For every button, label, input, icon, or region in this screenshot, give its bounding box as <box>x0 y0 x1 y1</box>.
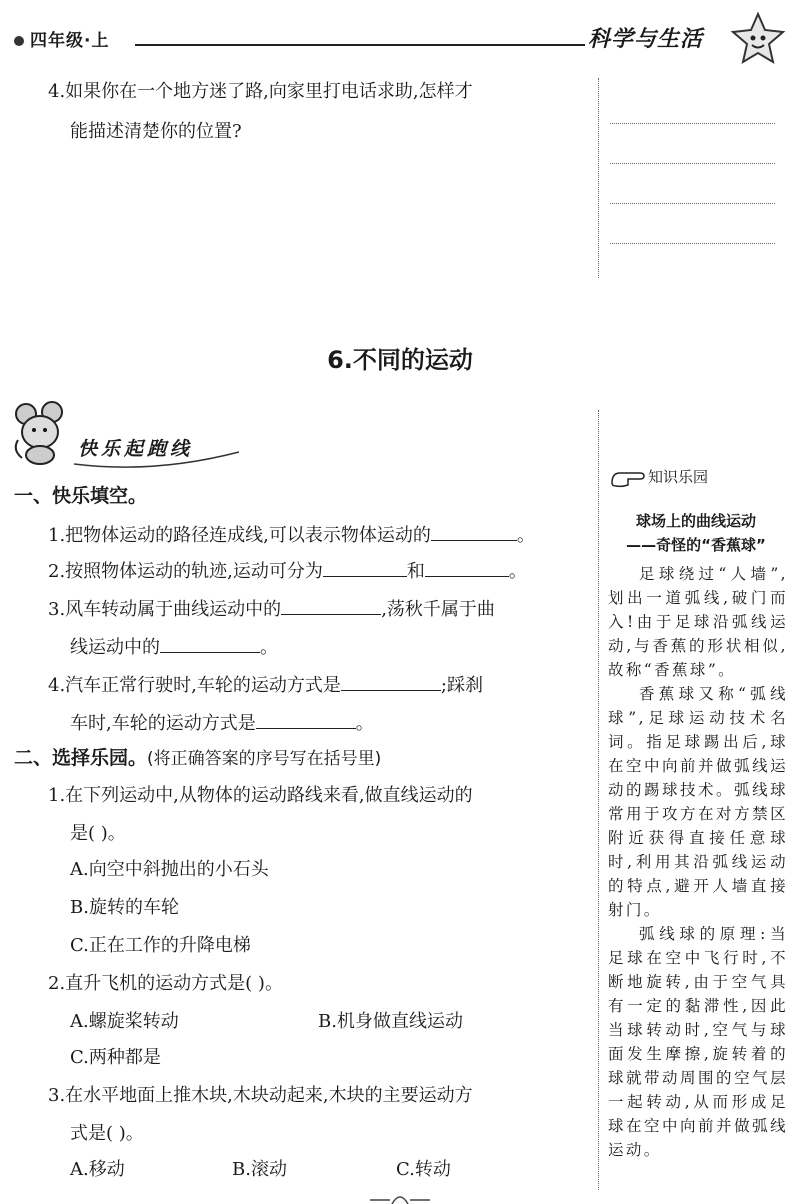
answer-line <box>610 243 775 244</box>
top-divider <box>598 78 599 278</box>
header-rule <box>135 44 585 46</box>
choice-q2-option-a: A.螺旋桨转动 <box>70 1011 179 1032</box>
answer-blank[interactable] <box>431 522 517 541</box>
fill-q3-line2: 线运动中的 。 <box>70 634 278 660</box>
answer-line <box>610 163 775 164</box>
sidebar-paragraph: 香蕉球又称“弧线球”,足球运动技术名词。指足球踢出后,球在空中向前并做弧线运动的踢球技术。弧线球常用于攻方在对方禁区附近获得直接任意球时,利用其沿弧线运动的特点,避开人墙直接射门。 <box>608 685 788 919</box>
fill-q3: 3.风车转动属于曲线运动中的 ,荡秋千属于曲 <box>48 596 495 622</box>
choice-q3-option-b: B.滚动 <box>232 1159 287 1180</box>
sidebar-subtitle: ——奇怪的“香蕉球” <box>626 536 766 554</box>
choice-q3-line1: 3.在水平地面上推木块,木块动起来,木块的主要运动方 <box>48 1085 473 1106</box>
answer-line <box>610 123 775 124</box>
sidebar-paragraph: 足球绕过“人墙”,划出一道弧线,破门而入!由于足球沿弧线运动,与香蕉的形状相似,故称“香蕉球”。 <box>608 565 788 679</box>
fill-q4: 4.汽车正常行驶时,车轮的运动方式是 ;踩刹 <box>48 672 483 698</box>
banner-swoosh <box>74 440 244 470</box>
answer-blank[interactable] <box>323 558 407 577</box>
choice-q2-line1: 2.直升飞机的运动方式是( )。 <box>48 973 283 994</box>
section1-heading: 一、快乐填空。 <box>14 485 148 507</box>
answer-blank[interactable] <box>256 710 356 729</box>
choice-q3-option-a: A.移动 <box>70 1159 125 1180</box>
choice-q1-option-c: C.正在工作的升降电梯 <box>70 935 251 956</box>
bullet-icon <box>14 36 24 46</box>
sidebar-divider <box>598 410 599 1190</box>
pointing-hand-icon <box>610 467 646 489</box>
choice-q1-option-b: B.旋转的车轮 <box>70 897 179 918</box>
mouse-mascot-icon <box>12 400 78 466</box>
sidebar-title: 球场上的曲线运动 <box>635 512 756 530</box>
choice-q1-line1: 1.在下列运动中,从物体的运动路线来看,做直线运动的 <box>48 785 473 806</box>
fill-q1: 1.把物体运动的路径连成线,可以表示物体运动的 。 <box>48 522 535 548</box>
fill-q4-line2: 车时,车轮的运动方式是 。 <box>70 710 374 736</box>
choice-q3-option-c: C.转动 <box>396 1159 451 1180</box>
sidebar-paragraph: 弧线球的原理:当足球在空中飞行时,不断地旋转,由于空气具有一定的黏滞性,因此当球转动时,空气与球面发生摩擦,旋转着的球就带动周围的空气层一起转动,从而形成足球在空中向前并做弧线运动。 <box>608 925 788 1159</box>
choice-q2-option-b: B.机身做直线运动 <box>318 1011 463 1032</box>
choice-q1-option-a: A.向空中斜抛出的小石头 <box>70 859 269 880</box>
answer-line <box>610 203 775 204</box>
book-title: 科学与生活 <box>588 27 704 52</box>
lesson-title: 6.不同的运动 <box>327 346 473 374</box>
top-question-line1: 4.如果你在一个地方迷了路,向家里打电话求助,怎样才 <box>48 81 473 102</box>
grade-text: 四年级·上 <box>30 31 110 51</box>
star-mascot-icon <box>728 10 788 68</box>
choice-q3-line2: 式是( )。 <box>70 1123 144 1144</box>
choice-q1-line2: 是( )。 <box>70 823 126 844</box>
sidebar-article <box>608 562 788 1162</box>
fill-q2: 2.按照物体运动的轨迹,运动可分为 和 。 <box>48 558 527 584</box>
grade-label <box>14 26 109 51</box>
choice-q2-option-c: C.两种都是 <box>70 1047 161 1068</box>
answer-blank[interactable] <box>281 596 381 615</box>
banner-title: 快乐起跑线 <box>78 438 194 460</box>
answer-blank[interactable] <box>425 558 509 577</box>
answer-blank[interactable] <box>341 672 441 691</box>
sidebar-label: 知识乐园 <box>610 466 708 489</box>
top-question-line2: 能描述清楚你的位置? <box>70 121 242 142</box>
answer-blank[interactable] <box>160 634 260 653</box>
page-number-ornament <box>370 1190 430 1204</box>
section2-heading: 二、选择乐园。(将正确答案的序号写在括号里) <box>14 747 382 769</box>
